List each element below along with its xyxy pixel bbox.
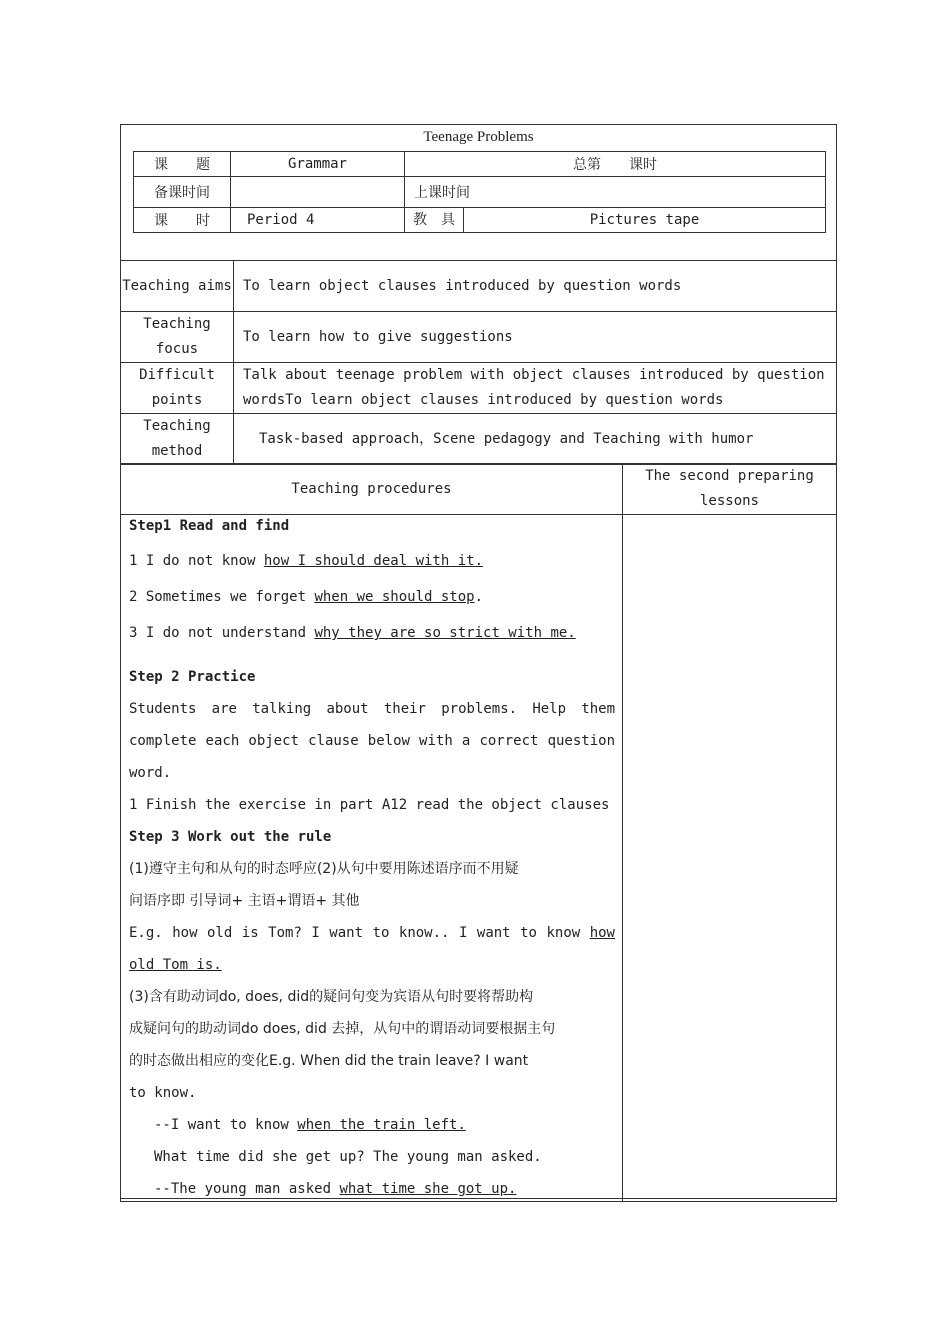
topic-label: 课 题	[134, 152, 231, 177]
step1-line2: 2 Sometimes we forget when we should stop.	[129, 589, 484, 605]
rule-3-line-1: (3)含有助动词do, does, did的疑问句变为宾语从句时要将帮助构	[129, 989, 534, 1005]
difficult-label: Difficult points	[121, 363, 234, 414]
difficult-value: Talk about teenage problem with object clauses introduced by question wordsTo learn object clauses introduced by question words	[234, 363, 837, 414]
procedures-header: Teaching procedures	[121, 464, 623, 515]
second-prep-body	[623, 515, 837, 1202]
example-2-line-3: --The young man asked what time she got up.	[154, 1181, 517, 1197]
total-period-label: 总第 课时	[405, 152, 826, 177]
info-table	[133, 151, 826, 233]
example-2-line-1: --I want to know when the train left.	[154, 1117, 466, 1133]
period-value: Period 4	[247, 212, 315, 228]
step2-text-4: 1 Finish the exercise in part A12 read the object clauses	[129, 797, 610, 813]
lesson-plan-frame	[120, 124, 837, 1199]
aids-value: Pictures tape	[589, 212, 700, 228]
focus-label: Teaching focus	[121, 312, 234, 363]
aims-label: Teaching aims	[121, 261, 234, 312]
rule-3-line-3: 的时态做出相应的变化E.g. When did the train leave? I want	[129, 1053, 529, 1069]
step2-text-3: word.	[129, 765, 172, 781]
period-label: 课 时	[134, 208, 231, 233]
doc-title: Teenage Problems	[423, 129, 534, 145]
step1-line3: 3 I do not understand why they are so strict with me.	[129, 625, 576, 641]
step3-title: Step 3 Work out the rule	[129, 829, 332, 845]
prep-time-label: 备课时间	[134, 177, 231, 208]
rule-3-line-2: 成疑问句的助动词do does, did 去掉，从句中的谓语动词要根据主句	[129, 1021, 556, 1037]
step2-text-2: complete each object clause below with a correct question	[129, 733, 615, 749]
aids-label: 教 具	[405, 208, 464, 232]
aims-table	[120, 260, 837, 465]
example-1-line-1: E.g. how old is Tom? I want to know.. I want to know how	[129, 925, 615, 941]
second-prep-header: The second preparing lessons	[623, 464, 837, 515]
procedures-content	[129, 513, 615, 1205]
method-value: Task-based approach，Scene pedagogy and Teaching with humor	[234, 414, 837, 465]
step2-title: Step 2 Practice	[129, 669, 256, 685]
rule-1-line-1: (1)遵守主句和从句的时态呼应(2)从句中要用陈述语序而不用疑	[129, 861, 519, 877]
class-time-label: 上课时间	[405, 177, 826, 208]
step1-line1: 1 I do not know how I should deal with it.	[129, 553, 484, 569]
example-1-line-2: old Tom is.	[129, 957, 222, 973]
method-label: Teaching method	[121, 414, 234, 465]
step1-title: Step1 Read and find	[129, 518, 290, 534]
prep-time-value	[231, 177, 405, 208]
example-2-line-2: What time did she get up? The young man asked.	[154, 1149, 542, 1165]
step2-text-1: Students are talking about their problems. Help them	[129, 701, 615, 717]
rule-3-line-4: to know.	[129, 1085, 197, 1101]
rule-1-line-2: 问语序即 引导词+ 主语+谓语+ 其他	[129, 893, 360, 909]
focus-value: To learn how to give suggestions	[234, 312, 837, 363]
aims-value: To learn object clauses introduced by question words	[234, 261, 837, 312]
topic-value: Grammar	[231, 152, 405, 177]
